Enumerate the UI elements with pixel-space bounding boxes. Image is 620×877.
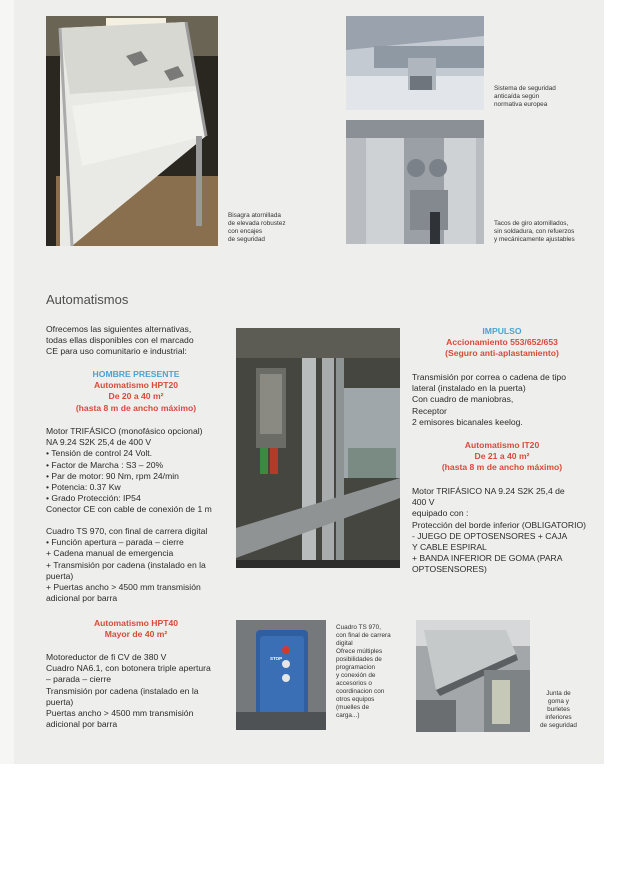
impulso-specs: Transmisión por correa o cadena de tipo lateral (instalado en la puerta) Con cuadro de maniobras, Receptor 2 emisores bicanales keelog. [412,372,566,427]
hpt40-specs: Motoreductor de fi CV de 380 V Cuadro NA6.1, con botonera triple apertura – parada – cierre Transmisión por cadena (instalado en la puerta) Puertas ancho > 4500 mm transmisión adicional por barra [46,652,211,730]
caption-pivot-blocks: Tacos de giro atornillados, sin soldadura, con refuerzos y mecánicamente ajustables [494,220,575,243]
caption-safety-system: Sistema de seguridad anticaída según normativa europea [494,85,556,108]
intro-text: Ofrecemos las siguientes alternativas, todas ellas disponibles con el marcado CE para uso comunitario e industrial: [46,324,194,357]
caption-control-panel: Cuadro TS 970, con final de carrera digital Ofrece múltiples posibilidades de programacion y conexión de accesorios o coordinacion con otros equipos (muelles de carga...) [336,624,391,719]
photo-rubber-seal [416,620,530,732]
it20-header: Automatismo IT20 De 21 a 40 m² (hasta 8 m de ancho máximo) [441,440,563,473]
hpt40-header: Automatismo HPT40 Mayor de 40 m² [93,618,179,640]
caption-hinge: Bisagra atornillada de elevada robustez con encajes de seguridad [228,212,286,243]
page-edge [0,0,14,764]
photo-pivot-blocks [346,120,484,244]
photo-garage-door [46,16,218,246]
photo-control-unit [236,620,326,730]
it20-specs: Motor TRIFÁSICO NA 9.24 S2K 25,4 de 400 V equipado con : Protección del borde inferior (OBLIGATORIO) - JUEGO DE OPTOSENSORES + CAJA Y CABLE ESPIRAL + BANDA INFERIOR DE GOMA (PARA OPTOSENSORES) [412,486,587,575]
photo-motor-drive [236,328,400,568]
hpt20-control: Cuadro TS 970, con final de carrera digital • Función apertura – parada – cierre + Cadena manual de emergencia + Transmisión por cadena (instalado en la puerta) + Puertas ancho > 4500 mm transmisión adicional por barra [46,526,208,604]
photo-anti-fall-system [346,16,484,110]
hpt20-specs: Motor TRIFÁSICO (monofásico opcional) NA 9.24 S2K 25,4 de 400 V • Tensión de control 24 Volt. • Factor de Marcha : S3 – 20% • Par de motor: 90 Nm, rpm 24/min • Potencia: 0.37 Kw • Grado Protección: IP54 Conector CE con cable de conexión de 1 m [46,426,212,515]
stop-label: STOP [270,656,283,661]
section-title: Automatismos [46,292,129,307]
caption-rubber-seal: Junta de goma y burletes inferiores de seguridad [540,690,577,729]
impulso-header: IMPULSO Accionamiento 553/652/653 (Seguro anti-aplastamiento) [445,326,559,359]
hpt20-header: HOMBRE PRESENTE Automatismo HPT20 De 20 a 40 m² (hasta 8 m de ancho máximo) [75,369,197,413]
